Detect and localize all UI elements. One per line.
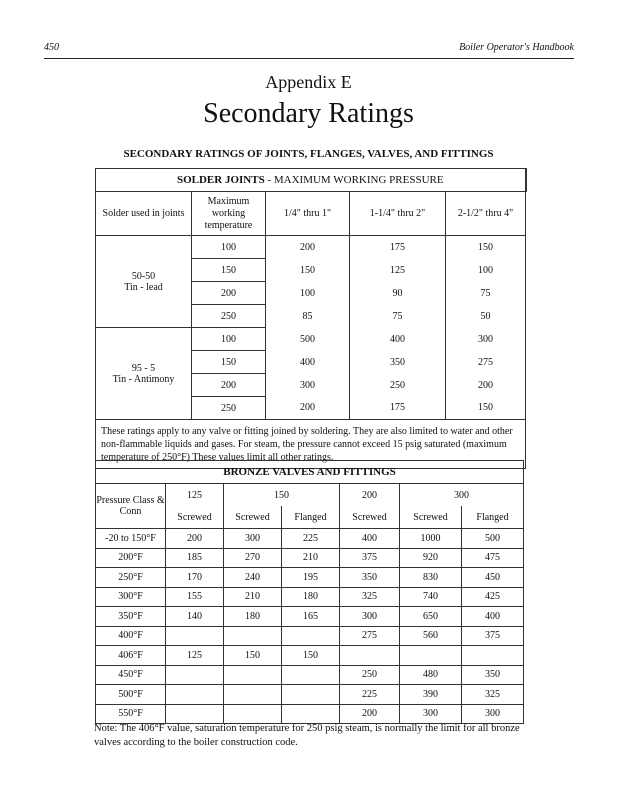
table-cell — [224, 665, 282, 685]
table-row — [96, 704, 524, 724]
table-cell: 500 — [266, 328, 350, 351]
class-header: 300 — [400, 484, 524, 507]
table-cell — [462, 646, 524, 666]
table-cell: 90 — [350, 282, 446, 305]
solder-type-cell — [96, 236, 192, 328]
table-row — [96, 607, 524, 627]
connection-header: Screwed — [400, 506, 462, 529]
table-row — [96, 548, 524, 568]
table-cell: 325 — [340, 587, 400, 607]
class-header: 200 — [340, 484, 400, 507]
table-cell: 150 — [192, 351, 266, 374]
table-cell: 350 — [340, 568, 400, 588]
table-cell: 225 — [340, 685, 400, 705]
table-cell: 200 — [446, 374, 526, 397]
table-cell: 350 — [462, 665, 524, 685]
table-cell: 200 — [192, 282, 266, 305]
bronze-valves-table — [95, 460, 524, 724]
table-cell: 475 — [462, 548, 524, 568]
table-cell: 150 — [446, 236, 526, 259]
temperature-cell: 450°F — [96, 665, 166, 685]
temperature-cell: 300°F — [96, 587, 166, 607]
book-title: Boiler Operator's Handbook — [459, 42, 574, 53]
column-header: 1-1/4" thru 2" — [350, 192, 446, 236]
table-cell: 225 — [282, 529, 340, 549]
table-cell: 165 — [282, 607, 340, 627]
table-cell — [224, 626, 282, 646]
connection-header: Screwed — [340, 506, 400, 529]
page-number: 450 — [44, 42, 59, 53]
table-cell: 170 — [166, 568, 224, 588]
table-row — [96, 529, 524, 549]
class-header: 125 — [166, 484, 224, 507]
page-title: Secondary Ratings — [203, 98, 414, 129]
solder-joints-table — [95, 168, 527, 469]
section-subtitle: SECONDARY RATINGS OF JOINTS, FLANGES, VALVES, AND FITTINGS — [123, 148, 494, 160]
table-cell: 180 — [282, 587, 340, 607]
bronze-caption-text: BRONZE VALVES AND FITTINGS — [223, 466, 396, 478]
table-cell — [282, 626, 340, 646]
temperature-cell: 200°F — [96, 548, 166, 568]
column-header: Solder used in joints — [96, 192, 192, 236]
table-cell: 175 — [350, 236, 446, 259]
table-cell — [166, 685, 224, 705]
table-cell: 200 — [166, 529, 224, 549]
table-cell: 275 — [340, 626, 400, 646]
table-row — [96, 568, 524, 588]
solder-caption-rest: - MAXIMUM WORKING PRESSURE — [264, 174, 444, 186]
table-cell: 375 — [462, 626, 524, 646]
temperature-cell: -20 to 150°F — [96, 529, 166, 549]
solder-type-cell — [96, 328, 192, 420]
table-cell: 250 — [192, 397, 266, 420]
table-cell: 300 — [340, 607, 400, 627]
table-row — [96, 646, 524, 666]
temperature-cell: 406°F — [96, 646, 166, 666]
solder-type-line1: 50-50 — [131, 270, 156, 282]
connection-header: Flanged — [282, 506, 340, 529]
table-cell: 400 — [266, 351, 350, 374]
table-cell: 300 — [224, 529, 282, 549]
table-row — [96, 665, 524, 685]
table-cell: 250 — [340, 665, 400, 685]
table-cell: 140 — [166, 607, 224, 627]
column-header: 1/4" thru 1" — [266, 192, 350, 236]
temperature-cell: 400°F — [96, 626, 166, 646]
table-cell: 830 — [400, 568, 462, 588]
table-cell: 185 — [166, 548, 224, 568]
table-row — [96, 626, 524, 646]
table-cell: 1000 — [400, 529, 462, 549]
appendix-label: Appendix E — [265, 72, 352, 92]
table-cell: 50 — [446, 305, 526, 328]
table-cell: 200 — [266, 236, 350, 259]
solder-table-caption — [96, 169, 526, 192]
table-cell: 740 — [400, 587, 462, 607]
table-cell: 75 — [350, 305, 446, 328]
table-cell: 650 — [400, 607, 462, 627]
table-cell: 150 — [266, 259, 350, 282]
table-cell: 270 — [224, 548, 282, 568]
connection-header: Flanged — [462, 506, 524, 529]
table-cell: 300 — [446, 328, 526, 351]
table-cell: 85 — [266, 305, 350, 328]
table-cell: 400 — [350, 328, 446, 351]
table-cell — [166, 626, 224, 646]
table-row — [96, 685, 524, 705]
table-cell: 75 — [446, 282, 526, 305]
table-cell — [340, 646, 400, 666]
table-cell: 480 — [400, 665, 462, 685]
table-cell: 300 — [266, 374, 350, 397]
temperature-cell: 350°F — [96, 607, 166, 627]
table-cell: 275 — [446, 351, 526, 374]
bronze-table-body — [96, 529, 524, 724]
table-cell: 240 — [224, 568, 282, 588]
table-cell: 175 — [350, 397, 446, 420]
table-cell: 390 — [400, 685, 462, 705]
solder-type-line1: 95 - 5 — [131, 362, 156, 374]
connection-header: Screwed — [166, 506, 224, 529]
table-cell: 920 — [400, 548, 462, 568]
table-cell: 450 — [462, 568, 524, 588]
table-cell — [400, 646, 462, 666]
table-cell — [166, 704, 224, 724]
table-cell: 400 — [340, 529, 400, 549]
table-cell: 150 — [446, 397, 526, 420]
temperature-cell: 250°F — [96, 568, 166, 588]
table-cell: 400 — [462, 607, 524, 627]
table-cell: 200 — [266, 397, 350, 420]
footnote: Note: The 406°F value, saturation temperature for 250 psig steam, is normally the limit for all bronze valves according to the boiler construction code. — [94, 723, 520, 748]
solder-type-line2: Tin - lead — [124, 281, 163, 293]
table-cell: 425 — [462, 587, 524, 607]
class-header: 150 — [224, 484, 340, 507]
temperature-cell: 500°F — [96, 685, 166, 705]
table-cell: 100 — [266, 282, 350, 305]
table-cell: 155 — [166, 587, 224, 607]
table-cell: 300 — [462, 704, 524, 724]
connection-header: Screwed — [224, 506, 282, 529]
table-cell — [282, 665, 340, 685]
table-cell — [282, 704, 340, 724]
bronze-table-caption — [96, 461, 524, 484]
table-cell: 375 — [340, 548, 400, 568]
table-cell: 100 — [446, 259, 526, 282]
table-row — [96, 587, 524, 607]
table-cell: 250 — [350, 374, 446, 397]
column-header: 2-1/2" thru 4" — [446, 192, 526, 236]
table-cell: 500 — [462, 529, 524, 549]
table-cell: 325 — [462, 685, 524, 705]
table-cell — [224, 685, 282, 705]
table-cell: 350 — [350, 351, 446, 374]
table-cell: 300 — [400, 704, 462, 724]
table-cell: 250 — [192, 305, 266, 328]
column-header: Maximum working temperature — [192, 192, 266, 236]
table-cell: 210 — [282, 548, 340, 568]
table-cell: 200 — [192, 374, 266, 397]
table-cell: 200 — [340, 704, 400, 724]
pressure-class-header: Pressure Class & Conn — [96, 484, 166, 529]
table-cell: 195 — [282, 568, 340, 588]
table-cell: 150 — [224, 646, 282, 666]
table-cell: 125 — [350, 259, 446, 282]
solder-table-note: These ratings apply to any valve or fitting joined by soldering. They are also limited to water and other non-flammable liquids and gases. For steam, the pressure cannot exceed 15 psig saturated (maximum temperature of 250°F) These values limit all other ratings. — [96, 420, 526, 469]
table-cell: 150 — [282, 646, 340, 666]
running-header — [44, 42, 574, 59]
solder-caption-bold: SOLDER JOINTS — [176, 174, 265, 186]
solder-type-line2: Tin - Antimony — [112, 373, 175, 385]
table-cell: 180 — [224, 607, 282, 627]
table-cell — [282, 685, 340, 705]
table-cell: 210 — [224, 587, 282, 607]
table-cell: 125 — [166, 646, 224, 666]
table-cell — [224, 704, 282, 724]
table-cell: 100 — [192, 236, 266, 259]
table-cell: 560 — [400, 626, 462, 646]
table-cell: 150 — [192, 259, 266, 282]
table-cell — [166, 665, 224, 685]
temperature-cell: 550°F — [96, 704, 166, 724]
table-cell: 100 — [192, 328, 266, 351]
